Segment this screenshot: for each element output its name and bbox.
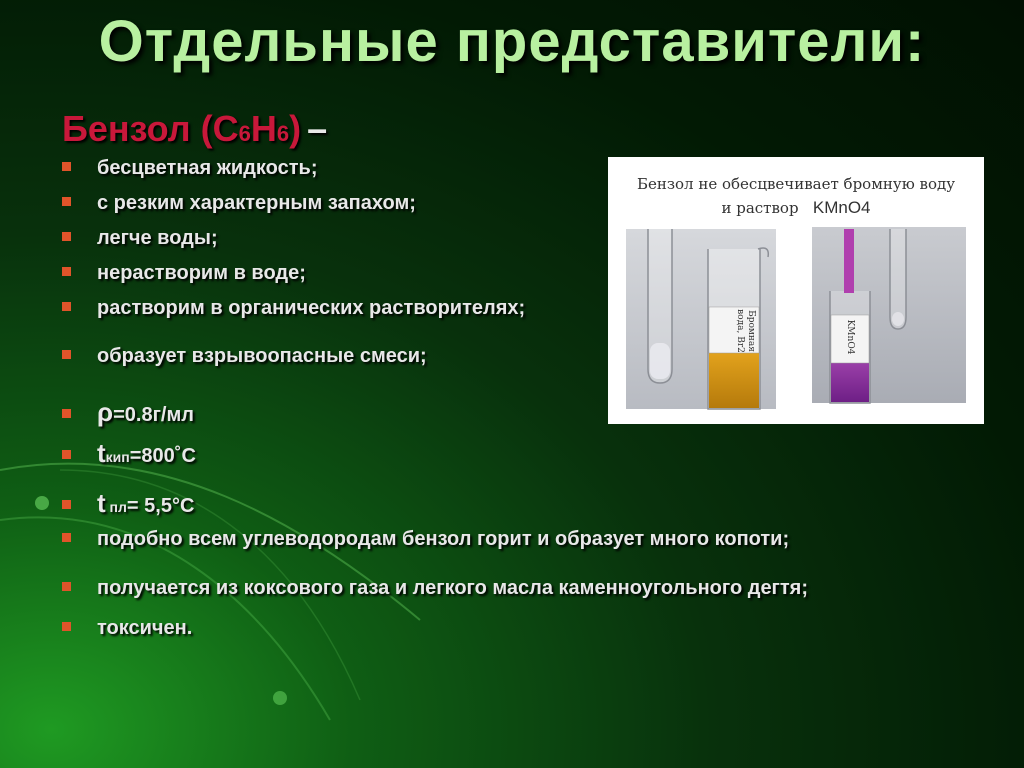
bullet-square-icon (62, 409, 71, 418)
list-item (62, 528, 789, 551)
melting-point-item (62, 488, 194, 519)
list-item-text: легче воды; (97, 227, 218, 249)
boiling-point-item (62, 438, 196, 469)
list-item (62, 617, 192, 640)
rho-symbol: ρ (97, 397, 114, 427)
caption-text: и раствор (721, 199, 799, 217)
bullet-square-icon (62, 622, 71, 631)
formula-close: ) (289, 108, 302, 149)
list-item-text: токсичен. (97, 617, 193, 639)
bullet-square-icon (62, 197, 71, 206)
test-tube-photo (608, 157, 984, 424)
bullet-square-icon (62, 232, 71, 241)
benzene-name: Бензол (C (62, 108, 239, 149)
list-item-text: образует взрывоопасные смеси; (97, 345, 427, 367)
heading-dash: – (307, 108, 328, 149)
boiling-point-value: =800˚C (129, 445, 196, 467)
bullet-square-icon (62, 302, 71, 311)
caption-line-1: Бензол не обесцвечивает бромную воду (636, 175, 956, 193)
list-item (62, 192, 416, 215)
bullet-square-icon (62, 533, 71, 542)
list-item (62, 577, 808, 600)
bullet-square-icon (62, 582, 71, 591)
melting-point-value: = 5,5°C (126, 495, 195, 517)
caption-formula: KMnO4 (812, 198, 871, 217)
t-subscript: пл (105, 499, 127, 515)
list-item (62, 262, 306, 285)
bullet-square-icon (62, 267, 71, 276)
carbon-count: 6 (238, 121, 251, 146)
list-item-text: получается из коксового газа и легкого масла каменноугольного дегтя; (97, 577, 809, 599)
slide-title: Отдельные представители: (98, 9, 926, 74)
kmno4-label: KMnO4 (845, 319, 855, 355)
caption-line-2 (608, 196, 984, 220)
t-symbol: t (97, 438, 106, 468)
list-item (62, 297, 525, 320)
bromine-label: Бромная вода, Br2 (735, 309, 756, 353)
photo-caption (608, 173, 984, 220)
list-item-text: нерастворим в воде; (97, 262, 306, 284)
bullet-square-icon (62, 162, 71, 171)
list-item-text: подобно всем углеводородам бензол горит и образует много копоти; (97, 528, 790, 550)
list-item (62, 157, 318, 180)
list-item (62, 345, 427, 368)
t-symbol: t (97, 488, 106, 518)
list-item-text: растворим в органических растворителях; (97, 297, 526, 319)
bullet-square-icon (62, 350, 71, 359)
t-subscript: кип (105, 449, 130, 465)
density-value: =0.8г/мл (113, 404, 194, 426)
list-item-text: бесцветная жидкость; (97, 157, 318, 179)
benzene-heading (62, 108, 327, 150)
hydrogen-count: 6 (276, 121, 290, 146)
density-item (62, 397, 194, 428)
hydrogen-symbol: H (250, 108, 277, 149)
list-item-text: с резким характерным запахом; (97, 192, 416, 214)
bullet-square-icon (62, 450, 71, 459)
bullet-square-icon (62, 500, 71, 509)
list-item (62, 227, 218, 250)
